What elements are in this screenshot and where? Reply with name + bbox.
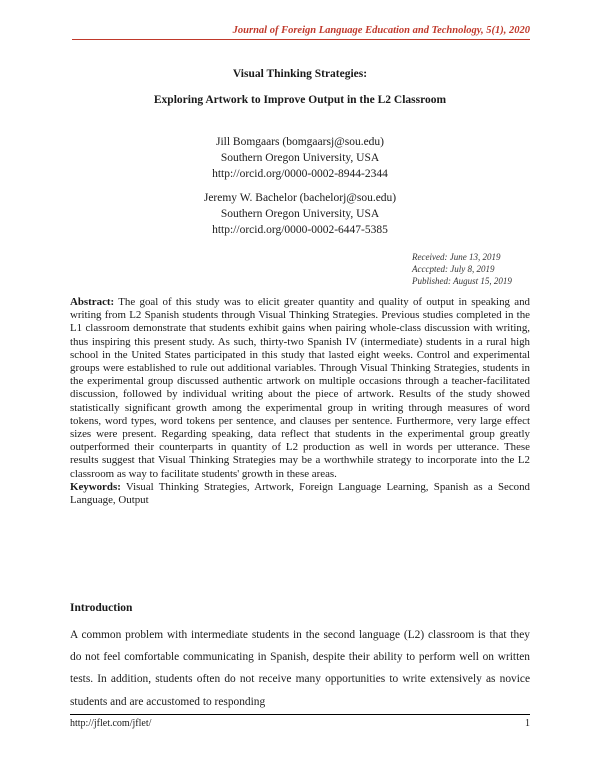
page-number: 1 xyxy=(525,718,530,729)
introduction-heading: Introduction xyxy=(70,602,133,614)
author-affiliation: Southern Oregon University, USA xyxy=(220,208,380,220)
author-block-1 xyxy=(70,134,530,182)
keywords-text: Visual Thinking Strategies, Artwork, Foreign Language Learning, Spanish as a Second Language, Output xyxy=(70,480,531,507)
footer-divider xyxy=(70,714,530,715)
keywords-paragraph xyxy=(70,481,530,507)
author-affiliation: Southern Oregon University, USA xyxy=(220,152,380,164)
keywords-label: Keywords: xyxy=(70,480,121,493)
introduction-text: A common problem with intermediate students in the second language (L2) classroom is that they do not feel comfortable communicating in Spanish, despite their ability to perform well on written tests. In addition, students often do not receive many opportunities to write extensively as novice students and are accustomed to responding xyxy=(70,629,530,708)
abstract-text: The goal of this study was to elicit greater quantity and quality of output in speaking and writing from L2 Spanish students through Visual Thinking Strategies. Previous studies completed in the L1 classroom demonstrate that students exhibit gains when pairing whole-class discussion with writing, thus inspiring this present study. As such, thirty-two Spanish IV (intermediate) students in a rural high school in the United States participated in this study that lasted eight weeks. Control and experimental groups were established to rule out additional variables. Through Visual Thinking Strategies, students in the experimental group discussed authentic artwork on multiple occasions through a teacher-facilitated discussion, followed by individual writing about the piece of artwork. Results of the study showed statistically significant growth among the experimental group in writing through measures of word tokens, word types, word tokens per sentence, and clauses per sentence. Furthermore, very large effect sizes were present. Regarding speaking, data reflect that students in the experimental group greatly outperformed their counterparts in quantity of L2 production as well in words per utterance. These results suggest that Visual Thinking Strategies may be a worthwhile strategy to incorporate into the L2 classroom as way to facilitate students' growth in these areas. xyxy=(70,296,530,480)
journal-header: Journal of Foreign Language Education and Technology, 5(1), 2020 xyxy=(72,25,530,40)
author-orcid-link[interactable]: http://orcid.org/0000-0002-6447-5385 xyxy=(212,224,388,236)
publication-dates xyxy=(412,251,512,287)
abstract-section xyxy=(70,296,530,507)
paper-title-line1: Visual Thinking Strategies: xyxy=(232,68,368,80)
abstract-paragraph xyxy=(70,296,530,481)
author-name-email: Jill Bomgaars (bomgaarsj@sou.edu) xyxy=(215,136,385,148)
abstract-label: Abstract: xyxy=(70,296,115,308)
footer-url-link[interactable]: http://jflet.com/jflet/ xyxy=(70,718,152,729)
paper-title-line2: Exploring Artwork to Improve Output in the L2 Classroom xyxy=(153,94,447,106)
date-accepted: Acccpted: July 8, 2019 xyxy=(412,264,495,274)
author-name-email: Jeremy W. Bachelor (bachelorj@sou.edu) xyxy=(203,192,397,204)
date-published: Published: August 15, 2019 xyxy=(412,276,512,286)
author-block-2 xyxy=(70,190,530,238)
author-orcid-link[interactable]: http://orcid.org/0000-0002-8944-2344 xyxy=(212,168,388,180)
date-received: Received: June 13, 2019 xyxy=(412,252,501,262)
